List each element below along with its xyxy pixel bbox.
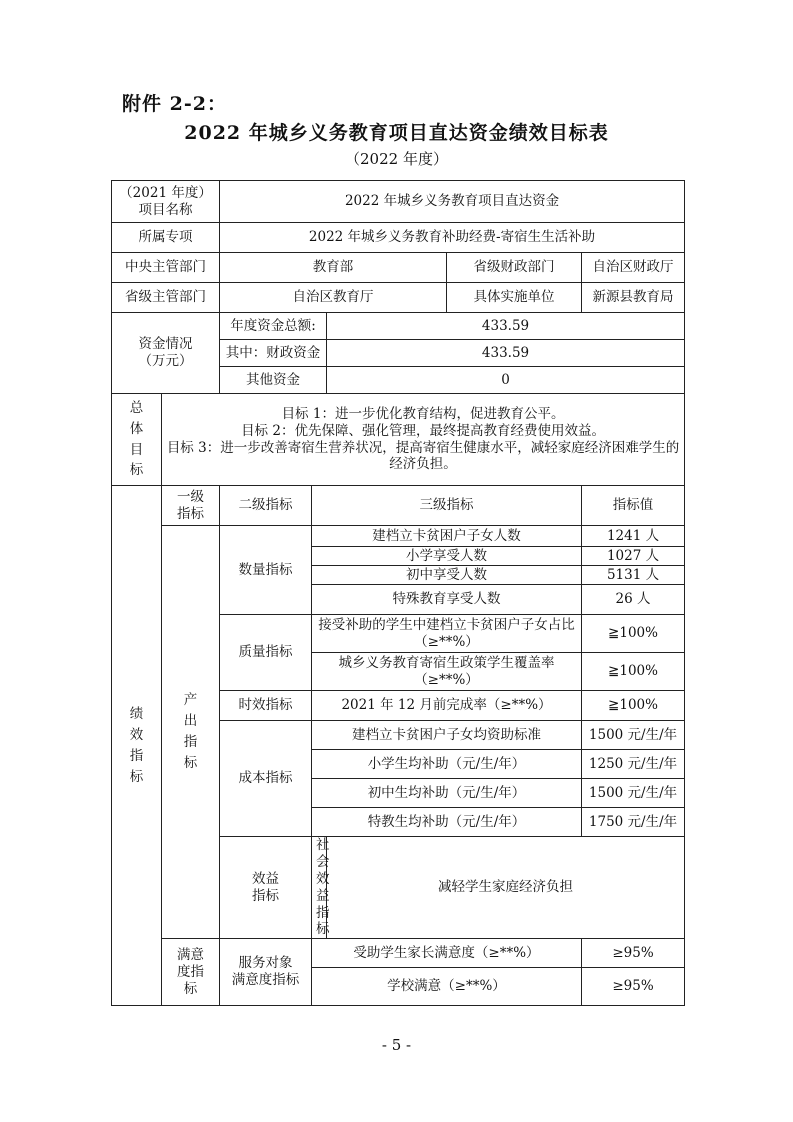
project-name-label-cell <box>112 181 220 223</box>
central-dept-label: 中央主管部门 <box>112 253 220 283</box>
satisfaction-level1-line: 满意 <box>177 946 204 963</box>
row-goals <box>112 394 685 486</box>
performance-target-table <box>111 180 685 1006</box>
row-special <box>112 223 685 253</box>
benefit-level2-line: 社会效益 <box>316 837 330 904</box>
special-value: 2022 年城乡义务教育补助经费-寄宿生生活补助 <box>220 223 685 253</box>
funds-other-label: 其他资金 <box>220 367 327 394</box>
special-label: 所属专项 <box>112 223 220 253</box>
indicator-value: 1027 人 <box>582 547 685 566</box>
goals-label-char: 标 <box>129 462 144 479</box>
output-label-char: 出 <box>183 713 198 730</box>
funds-label <box>112 313 220 394</box>
indicator-value: 1750 元/生/年 <box>582 808 685 837</box>
indicator-value: ≥95% <box>582 939 685 968</box>
indicator-name: 初中享受人数 <box>312 566 582 585</box>
header-level2: 二级指标 <box>220 486 312 526</box>
indicator-value: ≧100% <box>582 691 685 721</box>
indicator-value: 5131 人 <box>582 566 685 585</box>
impl-unit-value: 新源县教育局 <box>582 283 685 313</box>
benefit-level1 <box>220 837 312 939</box>
indicator-value: 26 人 <box>582 585 685 615</box>
goals-content <box>162 394 685 486</box>
satisfaction-level2-line: 满意度指标 <box>231 972 300 989</box>
goals-label <box>112 394 162 486</box>
row-prov-dept <box>112 283 685 313</box>
benefit-level1-line: 效益 <box>252 870 279 887</box>
indicators-label-char: 绩 <box>129 705 144 722</box>
project-name-label: 项目名称 <box>138 201 193 218</box>
attachment-label: 附件 2-2： <box>122 93 227 115</box>
cost-label: 成本指标 <box>220 721 312 837</box>
indicator-name: 小学享受人数 <box>312 547 582 566</box>
goals-label-char: 总 <box>129 399 144 416</box>
central-dept-value: 教育部 <box>220 253 447 283</box>
funds-total-label: 年度资金总额: <box>220 313 327 340</box>
satisfaction-level2-line: 服务对象 <box>238 955 293 972</box>
benefit-level1-line: 指标 <box>252 887 279 904</box>
indicator-name: 初中生均补助（元/生/年） <box>312 779 582 808</box>
indicator-name: 2021 年 12 月前完成率（≥**%） <box>312 691 582 721</box>
prov-dept-value: 自治区教育厅 <box>220 283 447 313</box>
page-number: - 5 - <box>381 1036 412 1054</box>
goal-line: 目标 1：进一步优化教育结构，促进教育公平。 <box>281 405 565 422</box>
year-label: （2021 年度） <box>119 184 212 201</box>
goals-label-char: 目 <box>129 441 144 458</box>
quantity-label: 数量指标 <box>220 526 312 615</box>
indicator-name: 学校满意（≥**%） <box>312 968 582 1006</box>
header-value: 指标值 <box>582 486 685 526</box>
satisfaction-level1-line: 标 <box>183 980 198 997</box>
header-level1-line: 一级 <box>177 488 204 505</box>
indicator-name: 建档立卡贫困户子女均资助标准 <box>312 721 582 750</box>
timeliness-label: 时效指标 <box>220 691 312 721</box>
indicators-label-char: 标 <box>129 768 144 785</box>
goal-line: 目标 3：进一步改善寄宿生营养状况，提高寄宿生健康水平，减轻家庭经济困难学生的经济负担。 <box>166 439 680 473</box>
indicator-name: 城乡义务教育寄宿生政策学生覆盖率（≥**%） <box>312 653 582 691</box>
impl-unit-label: 具体实施单位 <box>447 283 582 313</box>
indicator-value: 1250 元/生/年 <box>582 750 685 779</box>
row-indicator-header <box>112 486 685 526</box>
header-level1-line: 指标 <box>177 505 204 522</box>
quality-label: 质量指标 <box>220 615 312 691</box>
row-quantity-1 <box>112 526 685 547</box>
output-label-char: 指 <box>183 734 198 751</box>
indicator-value: 1241 人 <box>582 526 685 547</box>
indicator-name: 建档立卡贫困户子女人数 <box>312 526 582 547</box>
document-title: 2022 年城乡义务教育项目直达资金绩效目标表 <box>184 122 609 144</box>
funds-label-line2: （万元） <box>138 353 193 369</box>
prov-finance-label: 省级财政部门 <box>447 253 582 283</box>
project-name-value: 2022 年城乡义务教育项目直达资金 <box>220 181 685 223</box>
indicator-name: 小学生均补助（元/生/年） <box>312 750 582 779</box>
row-project-name <box>112 181 685 223</box>
funds-other-value: 0 <box>327 367 685 394</box>
output-label-char: 产 <box>183 692 198 709</box>
output-indicators-label <box>162 526 220 939</box>
satisfaction-level2 <box>220 939 312 1006</box>
indicator-value: ≥95% <box>582 968 685 1006</box>
indicator-name: 特殊教育享受人数 <box>312 585 582 615</box>
indicator-name: 接受补助的学生中建档立卡贫困户子女占比（≥**%） <box>312 615 582 653</box>
indicators-label-char: 指 <box>129 747 144 764</box>
funds-label-line1: 资金情况 <box>138 336 193 353</box>
funds-fiscal-label: 其中：财政资金 <box>220 340 327 367</box>
indicator-value: 1500 元/生/年 <box>582 779 685 808</box>
document-year: （2022 年度） <box>345 150 448 168</box>
indicator-name: 减轻学生家庭经济负担 <box>327 837 685 939</box>
indicator-value: 1500 元/生/年 <box>582 721 685 750</box>
indicators-label-char: 效 <box>129 726 144 743</box>
indicator-value: ≧100% <box>582 615 685 653</box>
row-central-dept <box>112 253 685 283</box>
indicators-label <box>112 486 162 1006</box>
row-funds-total <box>112 313 685 340</box>
satisfaction-level1-line: 度指 <box>177 963 204 980</box>
indicator-name: 受助学生家长满意度（≥**%） <box>312 939 582 968</box>
goal-line: 目标 2：优先保障、强化管理，最终提高教育经费使用效益。 <box>241 422 605 439</box>
prov-finance-value: 自治区财政厅 <box>582 253 685 283</box>
benefit-level2 <box>312 837 330 939</box>
benefit-level2-line: 指标 <box>316 904 330 938</box>
header-level3: 三级指标 <box>312 486 582 526</box>
indicator-name: 特教生均补助（元/生/年） <box>312 808 582 837</box>
prov-dept-label: 省级主管部门 <box>112 283 220 313</box>
indicator-value: ≧100% <box>582 653 685 691</box>
goals-label-char: 体 <box>129 420 144 437</box>
output-label-char: 标 <box>183 755 198 772</box>
funds-fiscal-value: 433.59 <box>327 340 685 367</box>
header-level1 <box>162 486 220 526</box>
row-satisfaction-1 <box>112 939 685 968</box>
satisfaction-level1 <box>162 939 220 1006</box>
funds-total-value: 433.59 <box>327 313 685 340</box>
